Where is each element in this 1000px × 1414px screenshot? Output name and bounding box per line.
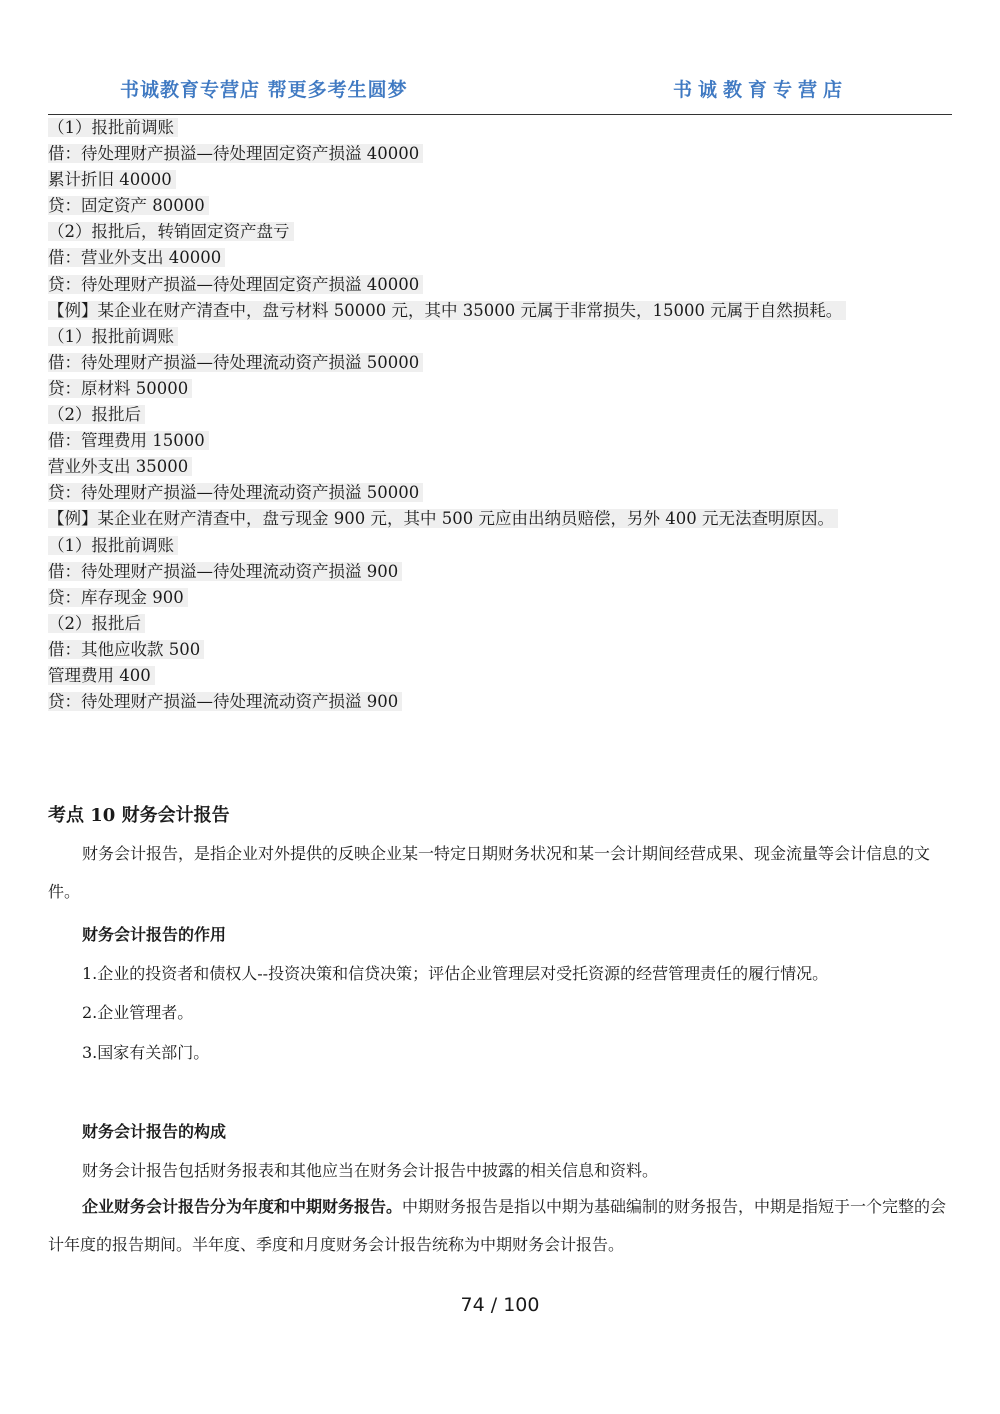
composition-heading: 财务会计报告的构成 [82,1122,227,1141]
entry-line: （2）报批后 [48,402,952,428]
entry-line: 借：营业外支出 40000 [48,245,952,271]
example-line: 【例】某企业在财产清查中，盘亏材料 50000 元，其中 35000 元属于非常损失，15000 元属于自然损耗。 [48,298,952,324]
entry-line: 贷：原材料 50000 [48,376,952,402]
entry-line: 借：管理费用 15000 [48,428,952,454]
entry-line: 借：待处理财产损溢—待处理固定资产损溢 40000 [48,141,952,167]
section-title: 考点 10 财务会计报告 [48,805,230,826]
entry-line: （2）报批后，转销固定资产盘亏 [48,219,952,245]
entry-line: （1）报批前调账 [48,324,952,350]
period-paragraph [48,1188,952,1264]
role-heading: 财务会计报告的作用 [82,925,227,944]
header-store-name: 书诚教育专营店 [672,79,848,101]
entry-line: 营业外支出 35000 [48,454,952,480]
role-item: 3.国家有关部门。 [82,1043,210,1062]
period-bold-text: 企业财务会计报告分为年度和中期财务报告。 [82,1197,403,1216]
page-number [0,1294,1000,1316]
role-item: 1.企业的投资者和债权人--投资决策和信贷决策；评估企业管理层对受托资源的经营管理责任的履行情况。 [82,964,829,983]
current-page: 74 [460,1294,485,1316]
entry-line: 贷：待处理财产损溢—待处理固定资产损溢 40000 [48,272,952,298]
entry-line: 借：待处理财产损溢—待处理流动资产损溢 50000 [48,350,952,376]
entry-line: 借：其他应收款 500 [48,637,952,663]
role-item: 2.企业管理者。 [82,1003,194,1022]
entry-line: （1）报批前调账 [48,115,952,141]
entry-line: 贷：固定资产 80000 [48,193,952,219]
entry-line: 累计折旧 40000 [48,167,952,193]
entry-line: 借：待处理财产损溢—待处理流动资产损溢 900 [48,559,952,585]
entry-line: 贷：待处理财产损溢—待处理流动资产损溢 50000 [48,480,952,506]
header-store-slogan: 书诚教育专营店 帮更多考生圆梦 [120,79,408,101]
entry-line: 贷：待处理财产损溢—待处理流动资产损溢 900 [48,689,952,715]
period-text: 中期财务报告是指以中期为基础编制的财务报告，中期是指短于一个完整的会计年度的报告期间。半年度、季度和月度财务会计报告统称为中期财务会计报告。 [48,1197,947,1254]
section-intro: 财务会计报告，是指企业对外提供的反映企业某一特定日期财务状况和某一会计期间经营成果、现金流量等会计信息的文件。 [48,844,931,901]
entry-line: （2）报批后 [48,611,952,637]
entry-line: （1）报批前调账 [48,533,952,559]
example-line: 【例】某企业在财产清查中，盘亏现金 900 元，其中 500 元应由出纳员赔偿，另外 400 元无法查明原因。 [48,506,952,532]
total-pages: 100 [503,1294,540,1316]
page-header [48,70,952,115]
entry-line: 贷：库存现金 900 [48,585,952,611]
journal-entries [48,115,952,715]
composition-text: 财务会计报告包括财务报表和其他应当在财务会计报告中披露的相关信息和资料。 [82,1161,659,1180]
page-separator: / [484,1294,504,1316]
entry-line: 管理费用 400 [48,663,952,689]
